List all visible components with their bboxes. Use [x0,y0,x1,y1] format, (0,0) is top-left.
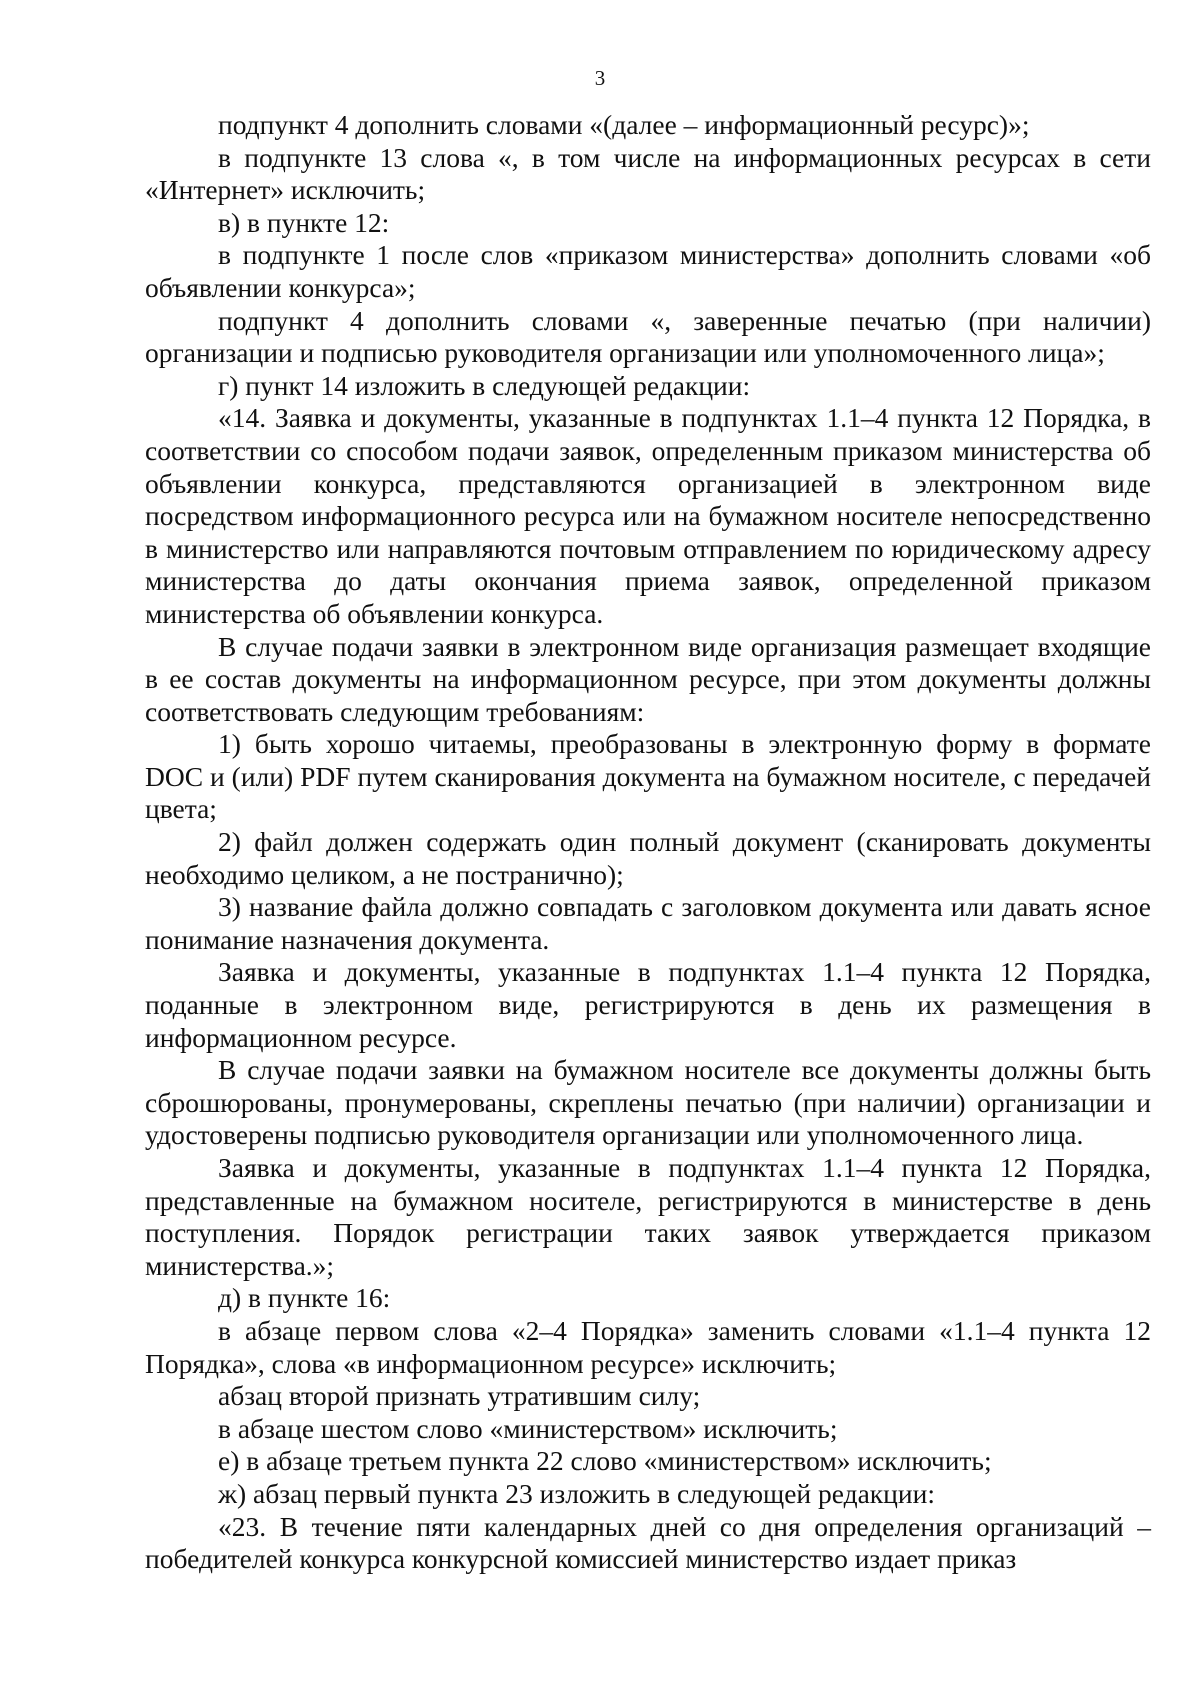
paragraph: Заявка и документы, указанные в подпунктах 1.1–4 пункта 12 Порядка, поданные в электронном виде, регистрируются в день их размещения в информационном ресурсе. [145,956,1151,1053]
paragraph: в) в пункте 12: [218,206,390,238]
paragraph: 1) быть хорошо читаемы, преобразованы в электронную форму в формате DOC и (или) PDF путем сканирования документа на бумажном носителе, с передачей цвета; [145,728,1151,825]
page-number: 3 [594,66,606,90]
paragraph: в подпункте 13 слова «, в том числе на информационных ресурсах в сети «Интернет» исключить; [145,141,1151,206]
paragraph: в абзаце первом слова «2–4 Порядка» заменить словами «1.1–4 пункта 12 Порядка», слова «в информационном ресурсе» исключить; [145,1314,1151,1379]
paragraph: г) пункт 14 изложить в следующей редакции: [218,369,751,401]
paragraph: «14. Заявка и документы, указанные в подпунктах 1.1–4 пункта 12 Порядка, в соответствии со способом подачи заявок, определенным приказом министерства об объявлении конкурса, представляются организацией в электронном виде посредством информационного ресурса или на бумажном носителе непосредственно в министерство или направляются почтовым отправлением по юридическому адресу министерства до даты окончания приема заявок, определенной приказом министерства об объявлении конкурса. [145,402,1151,629]
document-body [145,109,1151,1576]
paragraph: ж) абзац первый пункта 23 изложить в следующей редакции: [218,1477,935,1509]
paragraph: 2) файл должен содержать один полный документ (сканировать документы необходимо целиком, а не постранично); [145,826,1151,890]
paragraph: д) в пункте 16: [218,1282,391,1314]
paragraph: в подпункте 1 после слов «приказом министерства» дополнить словами «об объявлении конкурса»; [145,239,1151,303]
paragraph: 3) название файла должно совпадать с заголовком документа или давать ясное понимание назначения документа. [145,891,1151,955]
paragraph: е) в абзаце третьем пункта 22 слово «министерством» исключить; [218,1445,992,1477]
paragraph: Заявка и документы, указанные в подпунктах 1.1–4 пункта 12 Порядка, представленные на бумажном носителе, регистрируются в министерстве в день поступления. Порядок регистрации таких заявок утверждается приказом министерства.»; [145,1152,1151,1281]
paragraph: подпункт 4 дополнить словами «, заверенные печатью (при наличии) организации и подписью руководителя организации или уполномоченного лица»; [145,304,1151,369]
paragraph: В случае подачи заявки на бумажном носителе все документы должны быть сброшюрованы, пронумерованы, скреплены печатью (при наличии) организации и удостоверены подписью руководителя организации или уполномоченного лица. [145,1054,1151,1151]
paragraph: в абзаце шестом слово «министерством» исключить; [218,1412,838,1444]
paragraph: В случае подачи заявки в электронном виде организация размещает входящие в ее состав документы на информационном ресурсе, при этом документы должны соответствовать следующим требованиям: [145,630,1151,727]
paragraph: подпункт 4 дополнить словами «(далее – информационный ресурс)»; [218,109,1030,140]
paragraph: «23. В течение пяти календарных дней со дня определения организаций – победителей конкурса конкурсной комиссией министерство издает приказ [145,1510,1151,1575]
paragraph: абзац второй признать утратившим силу; [218,1380,701,1412]
